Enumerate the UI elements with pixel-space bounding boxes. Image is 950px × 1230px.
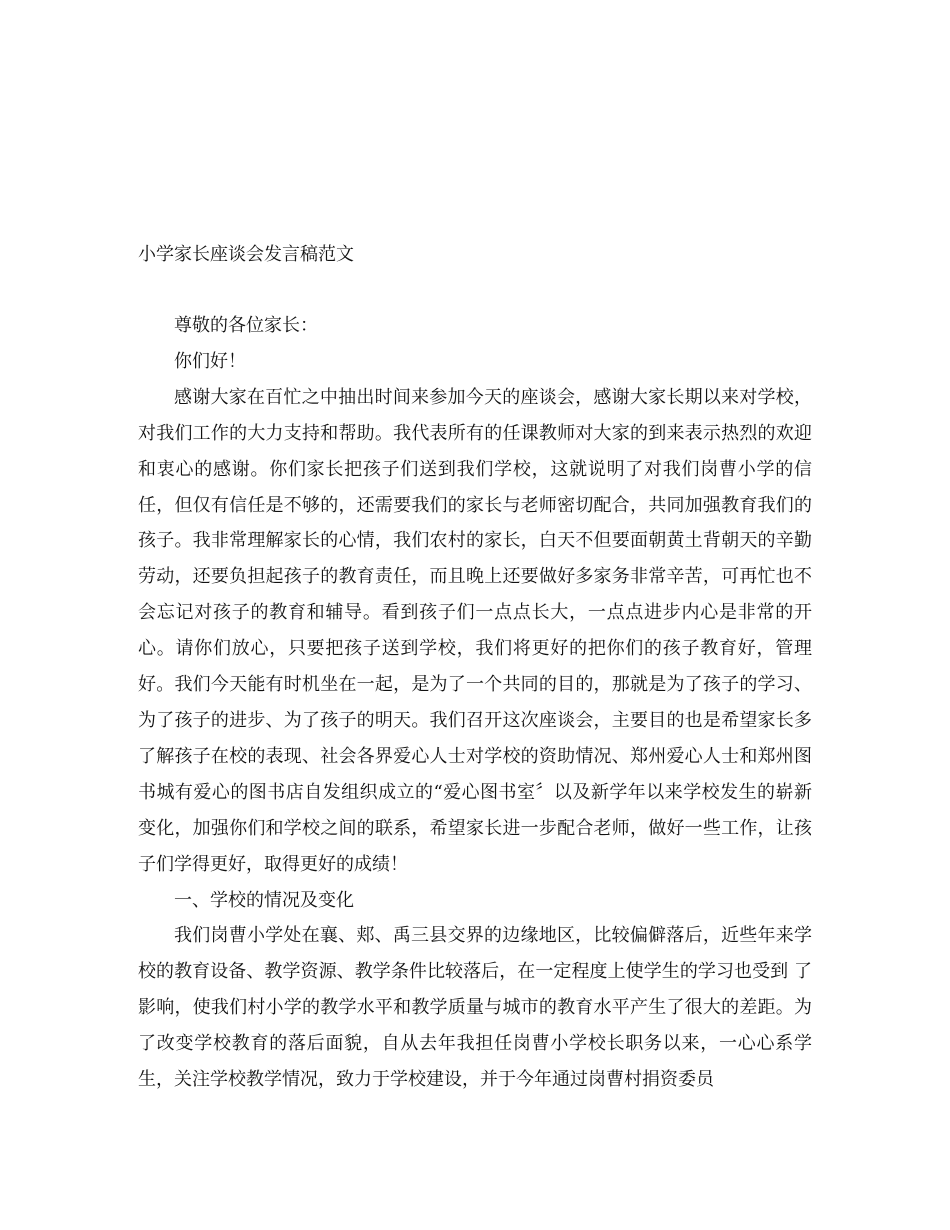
document-body (138, 308, 812, 1098)
document-title: 小学家长座谈会发言稿范文 (138, 244, 354, 265)
school-situation-paragraph: 我们岗曹小学处在襄、郏、禹三县交界的边缘地区，比较偏僻落后，近些年来学校的教育设备、教学资源、教学条件比较落后，在一定程度上使学生的学习也受到 了影响，使我们村小学的教学水平和教学质量与城市的教育水平产生了很大的差距。为了改变学校教育的落后面貌，自从去年我担任岗曹小学校长职务以来，一心心系学生，关注学校教学情况，致力于学校建设，并于今年通过岗曹村捐资委员 (138, 925, 812, 1091)
greeting-line: 尊敬的各位家长： (174, 315, 318, 336)
salutation-line: 你们好！ (174, 350, 246, 372)
opening-paragraph: 感谢大家在百忙之中抽出时间来参加今天的座谈会，感谢大家长期以来对学校，对我们工作的大力支持和帮助。我代表所有的任课教师对大家的到来表示热烈的欢迎和衷心的感谢。你们家长把孩子们送到我们学校，这就说明了对我们岗曹小学的信任，但仅有信任是不够的，还需要我们的家长与老师密切配合，共同加强教育我们的孩子。我非常理解家长的心情，我们农村的家长，白天不但要面朝黄土背朝天的辛勤劳动，还要负担起孩子的教育责任，而且晚上还要做好多家务非常辛苦，可再忙也不会忘记对孩子的教育和辅导。看到孩子们一点点长大，一点点进步内心是非常的开心。请你们放心，只要把孩子送到学校，我们将更好的把你们的孩子教育好，管理好。我们今天能有时机坐在一起，是为了一个共同的目的，那就是为了孩子的学习、为了孩子的进步、为了孩子的明天。我们召开这次座谈会，主要目的也是希望家长多了解孩子在校的表现、社会各界爱心人士对学校的资助情况、郑州爱心人士和郑州图书城有爱心的图书店自发组织成立的“爱心图书室〞以及新学年以来学校发生的崭新变化，加强你们和学校之间的联系，希望家长进一步配合老师，做好一些工作，让孩子们学得更好，取得更好的成绩！ (138, 386, 812, 875)
section-heading: 一、学校的情况及变化 (174, 889, 354, 911)
